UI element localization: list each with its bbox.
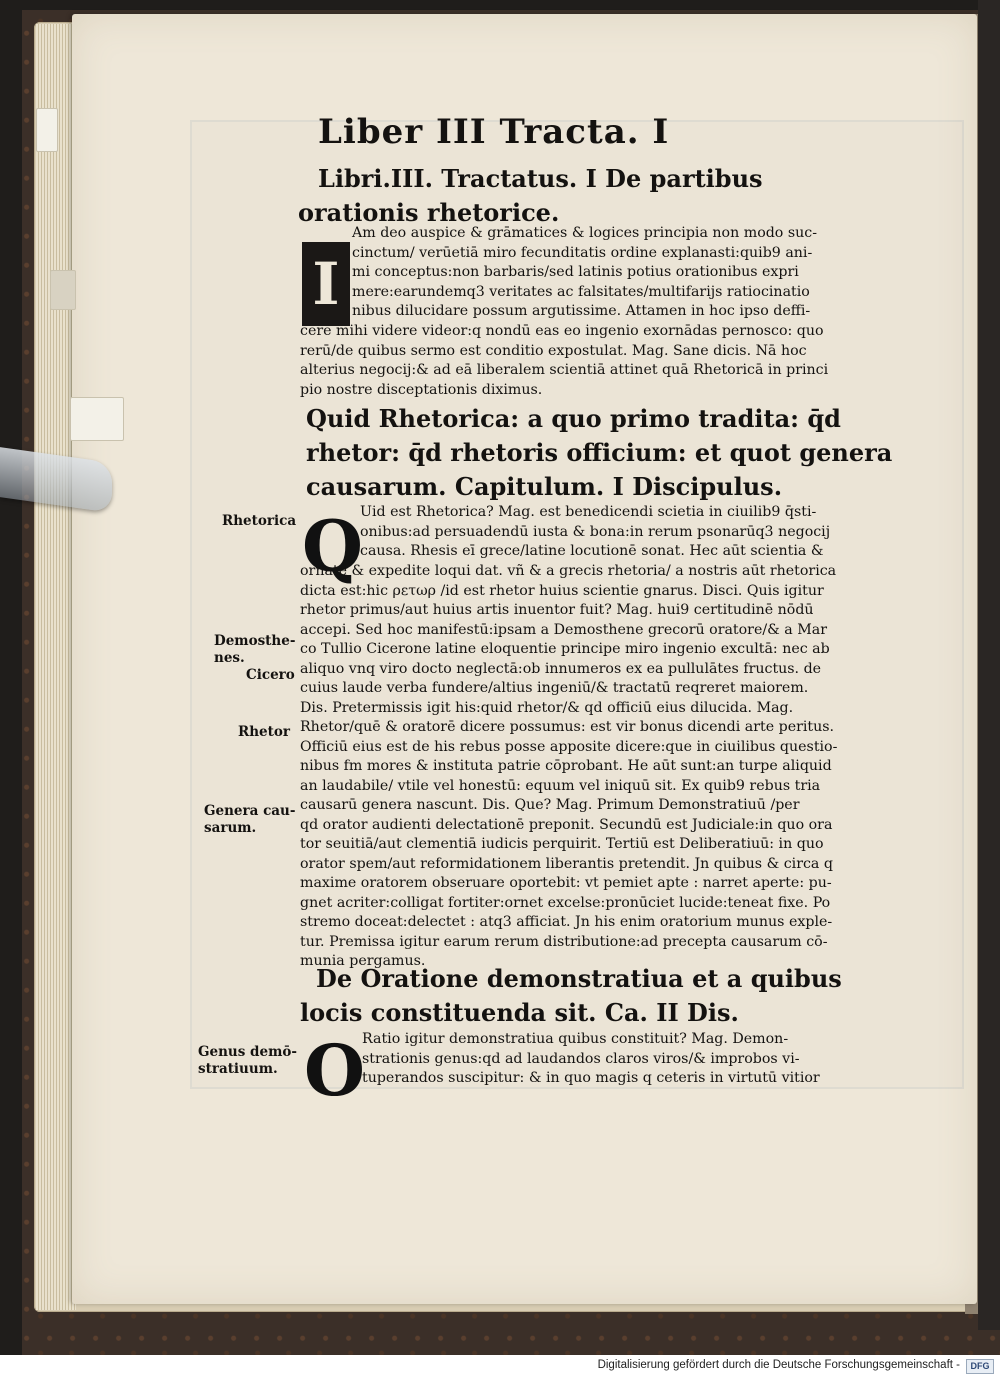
footer-bar	[0, 1355, 1000, 1377]
text-line: co Tullio Cicerone latine eloquentie principe miro ingenio excultā: nec ab	[300, 641, 830, 657]
margin-note-cicero: Cicero	[246, 667, 295, 683]
text-line: mi conceptus:non barbaris/sed latinis potius orationibus expri	[352, 264, 799, 280]
text-line: ornate & expedite loqui dat. vñ & a grecis rhetoria/ a nostris aūt rhetorica	[300, 563, 837, 579]
text-line: Officiū eius est de his rebus posse apposite dicere:que in ciuilibus questio-	[300, 738, 838, 755]
intro-text	[300, 322, 828, 400]
margin-line: Demosthe-	[214, 633, 296, 649]
section-text-indented	[362, 1030, 820, 1089]
margin-note-genera	[204, 803, 295, 837]
chapter-heading	[306, 402, 892, 504]
text-line: tor seuitiā/aut clementiā iudicis perquirit. Tertiū est Deliberatiuū: in quo	[300, 836, 824, 852]
margin-line: Genus demō-	[198, 1044, 297, 1060]
text-line: rhetor primus/aut huius artis inuentor fuit? Mag. hui9 certitudinē nōdū	[300, 602, 814, 618]
text-line: Uid est Rhetorica? Mag. est benedicendi scietia in ciuilib9 q̄sti-	[360, 504, 817, 520]
page-stack	[36, 24, 76, 1310]
text-line: Rhetor/quē & oratorē dicere possumus: est vir bonus dicendi arte peritus.	[300, 719, 835, 735]
text-line: munia pergamus.	[300, 953, 426, 969]
margin-line: sarum.	[204, 820, 257, 836]
text-line: pio nostre disceptationis diximus.	[300, 381, 543, 398]
text-line: strationis genus:qd ad laudandos claros viros/& improbos vi-	[362, 1050, 800, 1067]
text-line: gnet acriter:colligat fortiter:ornet excelse:pronūciet lucide:teneat fixe. Po	[300, 894, 831, 911]
chapter-line: rhetor: q̄d rhetoris officium: et quot genera	[306, 438, 893, 467]
funding-notice: Digitalisierung gefördert durch die Deutsche Forschungsgemeinschaft -	[597, 1359, 960, 1371]
text-line: alterius negocij:& ad eā liberalem scientiā attinet quā Rhetoricā in princi	[300, 362, 829, 378]
title-line: Libri.III. Tractatus. I De partibus	[318, 164, 763, 193]
page-heading: Liber III Tracta. I	[318, 112, 670, 152]
decorated-initial: I	[302, 242, 350, 326]
title-line: orationis rhetorice.	[298, 198, 560, 227]
text-line: stremo doceat:delectet : atq3 afficiat. Jn his enim oratorium munus exple-	[300, 914, 833, 930]
margin-line: stratiuum.	[198, 1061, 278, 1077]
text-line: maxime oratorem obseruare oportebit: vt pemiet apte : narret aperte: pu-	[300, 875, 832, 891]
text-line: an laudabile/ vtile vel honestū: equum vel iniquū sit. Ex quib9 rebus tria	[300, 777, 821, 794]
text-line: cuius laude verba fundere/altius ingeniū/& tractatū reqreret maiorem.	[300, 680, 809, 696]
text-line: causarū genera nascunt. Dis. Que? Mag. Primum Demonstratiuū /per	[300, 797, 800, 813]
chapter-line: Quid Rhetorica: a quo primo tradita: q̄d	[306, 404, 841, 433]
text-line: rerū/de quibus sermo est conditio expostulat. Mag. Sane dicis. Nā hoc	[300, 342, 807, 359]
right-background	[978, 0, 1000, 1330]
text-line: nibus dilucidare possum argutissime. Attamen in hoc ipso deffi-	[352, 303, 811, 319]
text-line: onibus:ad persuadendū iusta & bona:in rerum psonarūq3 negocij	[360, 523, 831, 540]
text-line: Ratio igitur demonstratiua quibus constituit? Mag. Demon-	[362, 1031, 789, 1047]
initial-letter: Q	[302, 505, 363, 588]
bookmark-tab	[50, 270, 76, 310]
chapter-heading	[300, 962, 842, 1030]
chapter-line: locis constituenda sit. Ca. II Dis.	[300, 998, 739, 1027]
chapter-line: causarum. Capitulum. I Discipulus.	[306, 472, 783, 501]
section-text-indented	[360, 503, 830, 562]
text-line: causa. Rhesis eī grece/latine locutionē sonat. Hec aūt scientia &	[360, 543, 824, 559]
text-line: orator spem/aut reformidationem liberantis pretendit. Jn quibus & circa q	[300, 855, 833, 872]
initial-letter: O	[304, 1029, 365, 1112]
section-text	[300, 562, 837, 972]
bookmark-tab	[36, 108, 58, 152]
margin-line: Genera cau-	[204, 803, 296, 819]
margin-note-genus	[198, 1044, 297, 1078]
text-line: Am deo auspice & grāmatices & logices principia non modo suc-	[352, 225, 818, 241]
text-line: Dis. Pretermissis igit his:quid rhetor/& qd officiū eius dilucida. Mag.	[300, 699, 794, 716]
text-line: cinctum/ verūetiā miro fecunditatis ordine explanasti:quib9 ani-	[352, 244, 813, 261]
margin-line: nes.	[214, 650, 245, 666]
text-line: accepi. Sed hoc manifestū:ipsam a Demosthene grecorū oratore/& a Mar	[300, 621, 828, 638]
chapter-line: De Oratione demonstratiua et a quibus	[316, 964, 842, 993]
text-line: aliquo vnq viro docto neglectā:ob innumeros ex ea pullulātes fructus. de	[300, 660, 822, 677]
dfg-logo: DFG	[966, 1359, 994, 1374]
text-line: tuperandos suscipitur: & in quo magis q ceteris in virtutū vitior	[362, 1070, 820, 1086]
text-line: dicta est:hic ρετωρ /id est rhetor huius scientie gnarus. Disci. Quis igitur	[300, 582, 824, 599]
book-title	[298, 162, 763, 230]
text-line: tur. Premissa igitur earum rerum distributione:ad precepta causarum cō-	[300, 933, 828, 950]
margin-note-rhetorica: Rhetorica	[222, 513, 297, 529]
text-line: nibus fm mores & instituta patrie cōprobant. He aūt sunt:an turpe aliquid	[300, 758, 832, 774]
bookmark-tab	[70, 397, 124, 441]
margin-note-rhetor: Rhetor	[238, 724, 290, 740]
margin-note-demosthenes	[214, 633, 295, 667]
intro-text-indented	[352, 224, 817, 322]
text-line: qd orator audienti delectationē preponit. Secundū est Judiciale:in quo ora	[300, 816, 833, 833]
text-line: cere mihi videre videor:q nondū eas eo ingenio exornādas pernosco: quo	[300, 323, 824, 339]
text-line: mere:earundemq3 veritates ac falsitates/multifarijs ratiocinatio	[352, 283, 810, 300]
